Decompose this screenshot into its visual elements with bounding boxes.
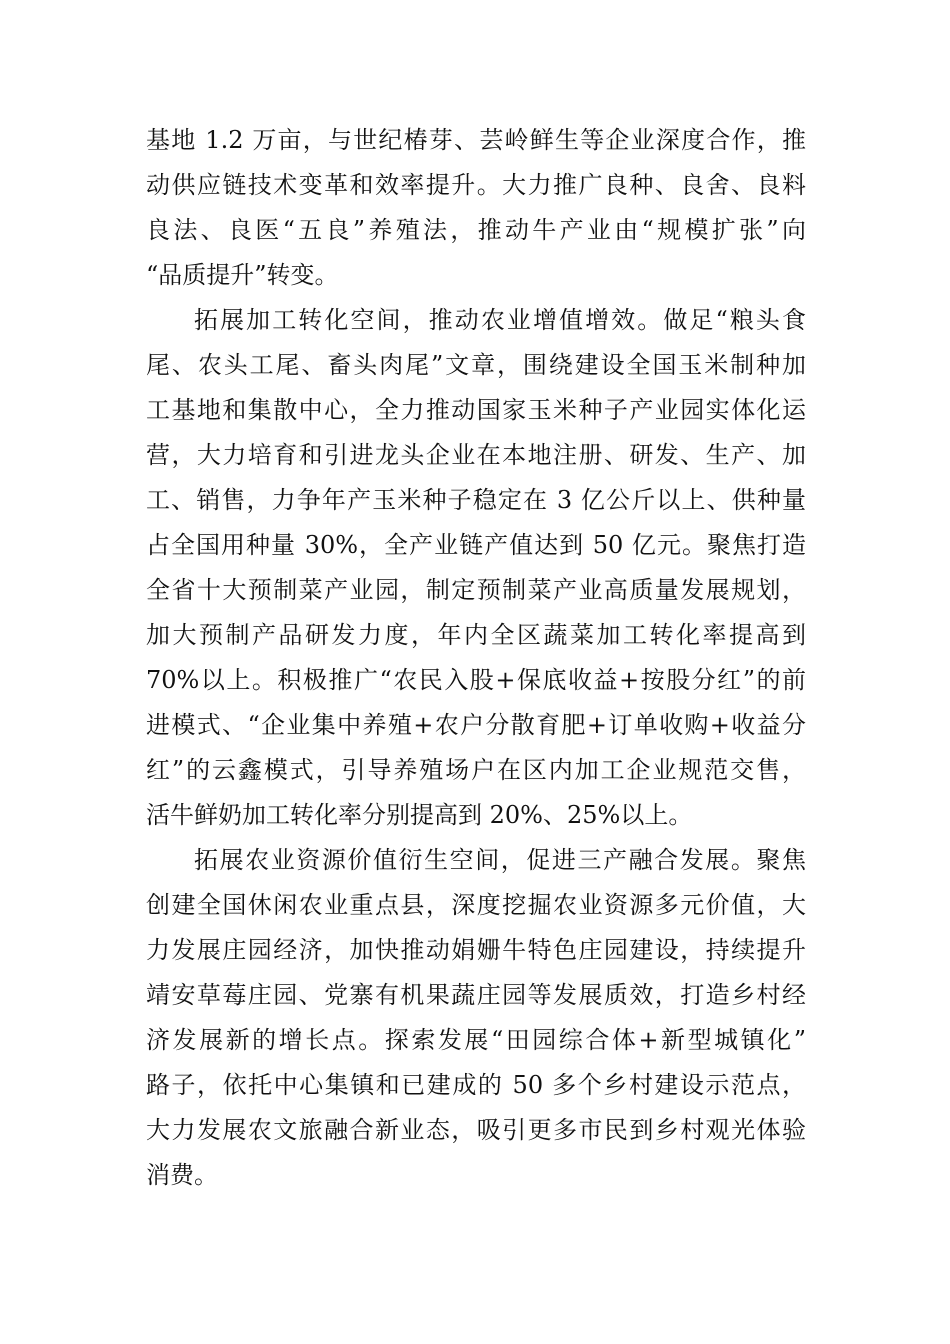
text-line: 拓展加工转化空间，推动农业增值增效。做足“粮头食	[194, 306, 806, 334]
text-line: 消费。	[146, 1161, 218, 1189]
paragraph	[146, 118, 806, 298]
text-line: 工、销售，力争年产玉米种子稳定在 3 亿公斤以上、供种量	[146, 486, 806, 514]
text-line: 路子，依托中心集镇和已建成的 50 多个乡村建设示范点，	[146, 1071, 806, 1099]
paragraph	[146, 298, 806, 838]
text-line: “品质提升”转变。	[146, 261, 339, 289]
text-line: 红”的云鑫模式，引导养殖场户在区内加工企业规范交售，	[146, 756, 806, 784]
text-line: 加大预制产品研发力度，年内全区蔬菜加工转化率提高到	[146, 621, 806, 649]
text-line: 力发展庄园经济，加快推动娟姗牛特色庄园建设，持续提升	[146, 936, 806, 964]
document-body	[146, 118, 806, 1198]
text-line: 动供应链技术变革和效率提升。大力推广良种、良舍、良料	[146, 171, 806, 199]
text-line: 大力发展农文旅融合新业态，吸引更多市民到乡村观光体验	[146, 1116, 806, 1144]
text-line: 工基地和集散中心，全力推动国家玉米种子产业园实体化运	[146, 396, 806, 424]
paragraph	[146, 838, 806, 1198]
text-line: 拓展农业资源价值衍生空间，促进三产融合发展。聚焦	[194, 846, 806, 874]
text-line: 全省十大预制菜产业园，制定预制菜产业高质量发展规划，	[146, 576, 806, 604]
text-line: 进模式、“企业集中养殖+农户分散育肥+订单收购+收益分	[146, 711, 806, 739]
text-line: 70%以上。积极推广“农民入股+保底收益+按股分红”的前	[146, 666, 806, 694]
text-line: 济发展新的增长点。探索发展“田园综合体+新型城镇化”	[146, 1026, 806, 1054]
text-line: 尾、农头工尾、畜头肉尾”文章，围绕建设全国玉米制种加	[146, 351, 806, 379]
text-line: 营，大力培育和引进龙头企业在本地注册、研发、生产、加	[146, 441, 806, 469]
text-line: 创建全国休闲农业重点县，深度挖掘农业资源多元价值，大	[146, 891, 806, 919]
text-line: 占全国用种量 30%，全产业链产值达到 50 亿元。聚焦打造	[146, 531, 806, 559]
text-line: 活牛鲜奶加工转化率分别提高到 20%、25%以上。	[146, 801, 693, 829]
text-line: 良法、良医“五良”养殖法，推动牛产业由“规模扩张”向	[146, 216, 806, 244]
text-line: 靖安草莓庄园、党寨有机果蔬庄园等发展质效，打造乡村经	[146, 981, 806, 1009]
text-line: 基地 1.2 万亩，与世纪椿芽、芸岭鲜生等企业深度合作，推	[146, 126, 806, 154]
